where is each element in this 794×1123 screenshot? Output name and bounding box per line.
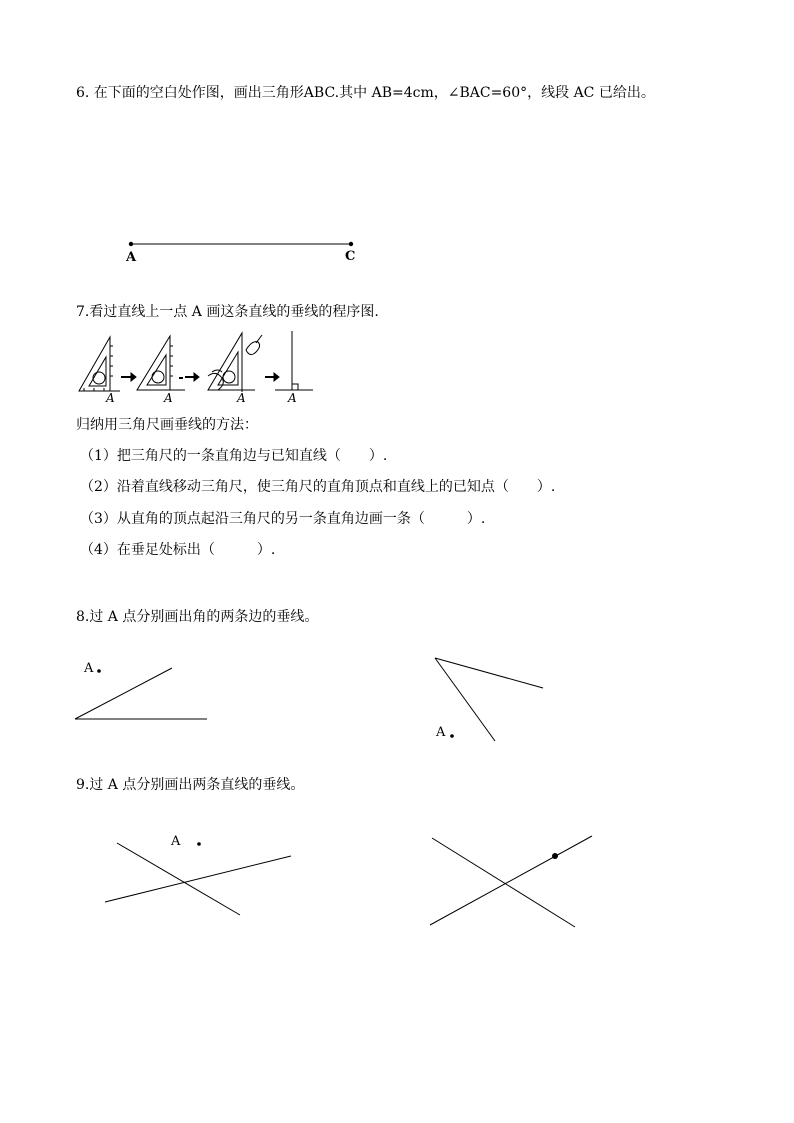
q6-point-a-label: A	[126, 250, 137, 265]
q8-right-point-a	[450, 734, 454, 738]
q6-point-c	[349, 242, 353, 246]
q7-diagram-label-a-4: A	[288, 391, 297, 405]
q7-step-1: （1）把三角尺的一条直角边与已知直线（ ）.	[80, 448, 388, 464]
q7-step-4: （4）在垂足处标出（ ）.	[80, 542, 276, 558]
q7-diagram-label-a-2: A	[164, 391, 173, 405]
arrow-2-icon	[185, 373, 199, 381]
q9-left-lines	[105, 842, 291, 915]
q9-right-point-a	[552, 853, 558, 859]
triangle-ruler-step-2	[137, 336, 185, 390]
q7-method-title: 归纳用三角尺画垂线的方法：	[76, 417, 258, 433]
q7-step-3: （3）从直角的顶点起沿三角尺的另一条直角边画一条（ ）.	[80, 511, 486, 527]
q8-left-point-a-label: A	[84, 661, 94, 676]
q9-question: 9.过 A 点分别画出两条直线的垂线。	[76, 777, 305, 793]
q6-point-a	[129, 242, 133, 246]
q8-right-angle	[435, 658, 543, 741]
triangle-ruler-step-3	[208, 333, 262, 392]
perpendicular-result	[275, 331, 313, 390]
q7-diagram-label-a-1: A	[106, 391, 115, 405]
q7-question: 7.看过直线上一点 A 画这条直线的垂线的程序图.	[76, 304, 379, 320]
q6-question: 6. 在下面的空白处作图，画出三角形ABC.其中 AB=4cm，∠BAC=60°，线段 AC 已给出。	[76, 85, 655, 101]
q7-diagram-label-a-3: A	[237, 391, 246, 405]
q6-segment-ac	[129, 242, 353, 246]
arrow-3-icon	[265, 373, 279, 381]
q8-question: 8.过 A 点分别画出角的两条边的垂线。	[76, 609, 319, 625]
q8-left-angle	[75, 668, 207, 719]
q7-step-2: （2）沿着直线移动三角尺，使三角尺的直角顶点和直线上的已知点（ ）.	[80, 479, 556, 495]
q9-right-lines	[430, 836, 592, 927]
q8-right-point-a-label: A	[436, 725, 446, 740]
q9-left-point-a-label: A	[171, 834, 181, 849]
q8-left-point-a	[97, 669, 101, 673]
q7-procedure-diagram	[79, 331, 313, 392]
triangle-ruler-step-1	[79, 337, 120, 391]
q9-left-point-a	[197, 842, 201, 846]
q6-point-c-label: C	[345, 249, 356, 264]
arrow-1-icon	[121, 373, 136, 381]
